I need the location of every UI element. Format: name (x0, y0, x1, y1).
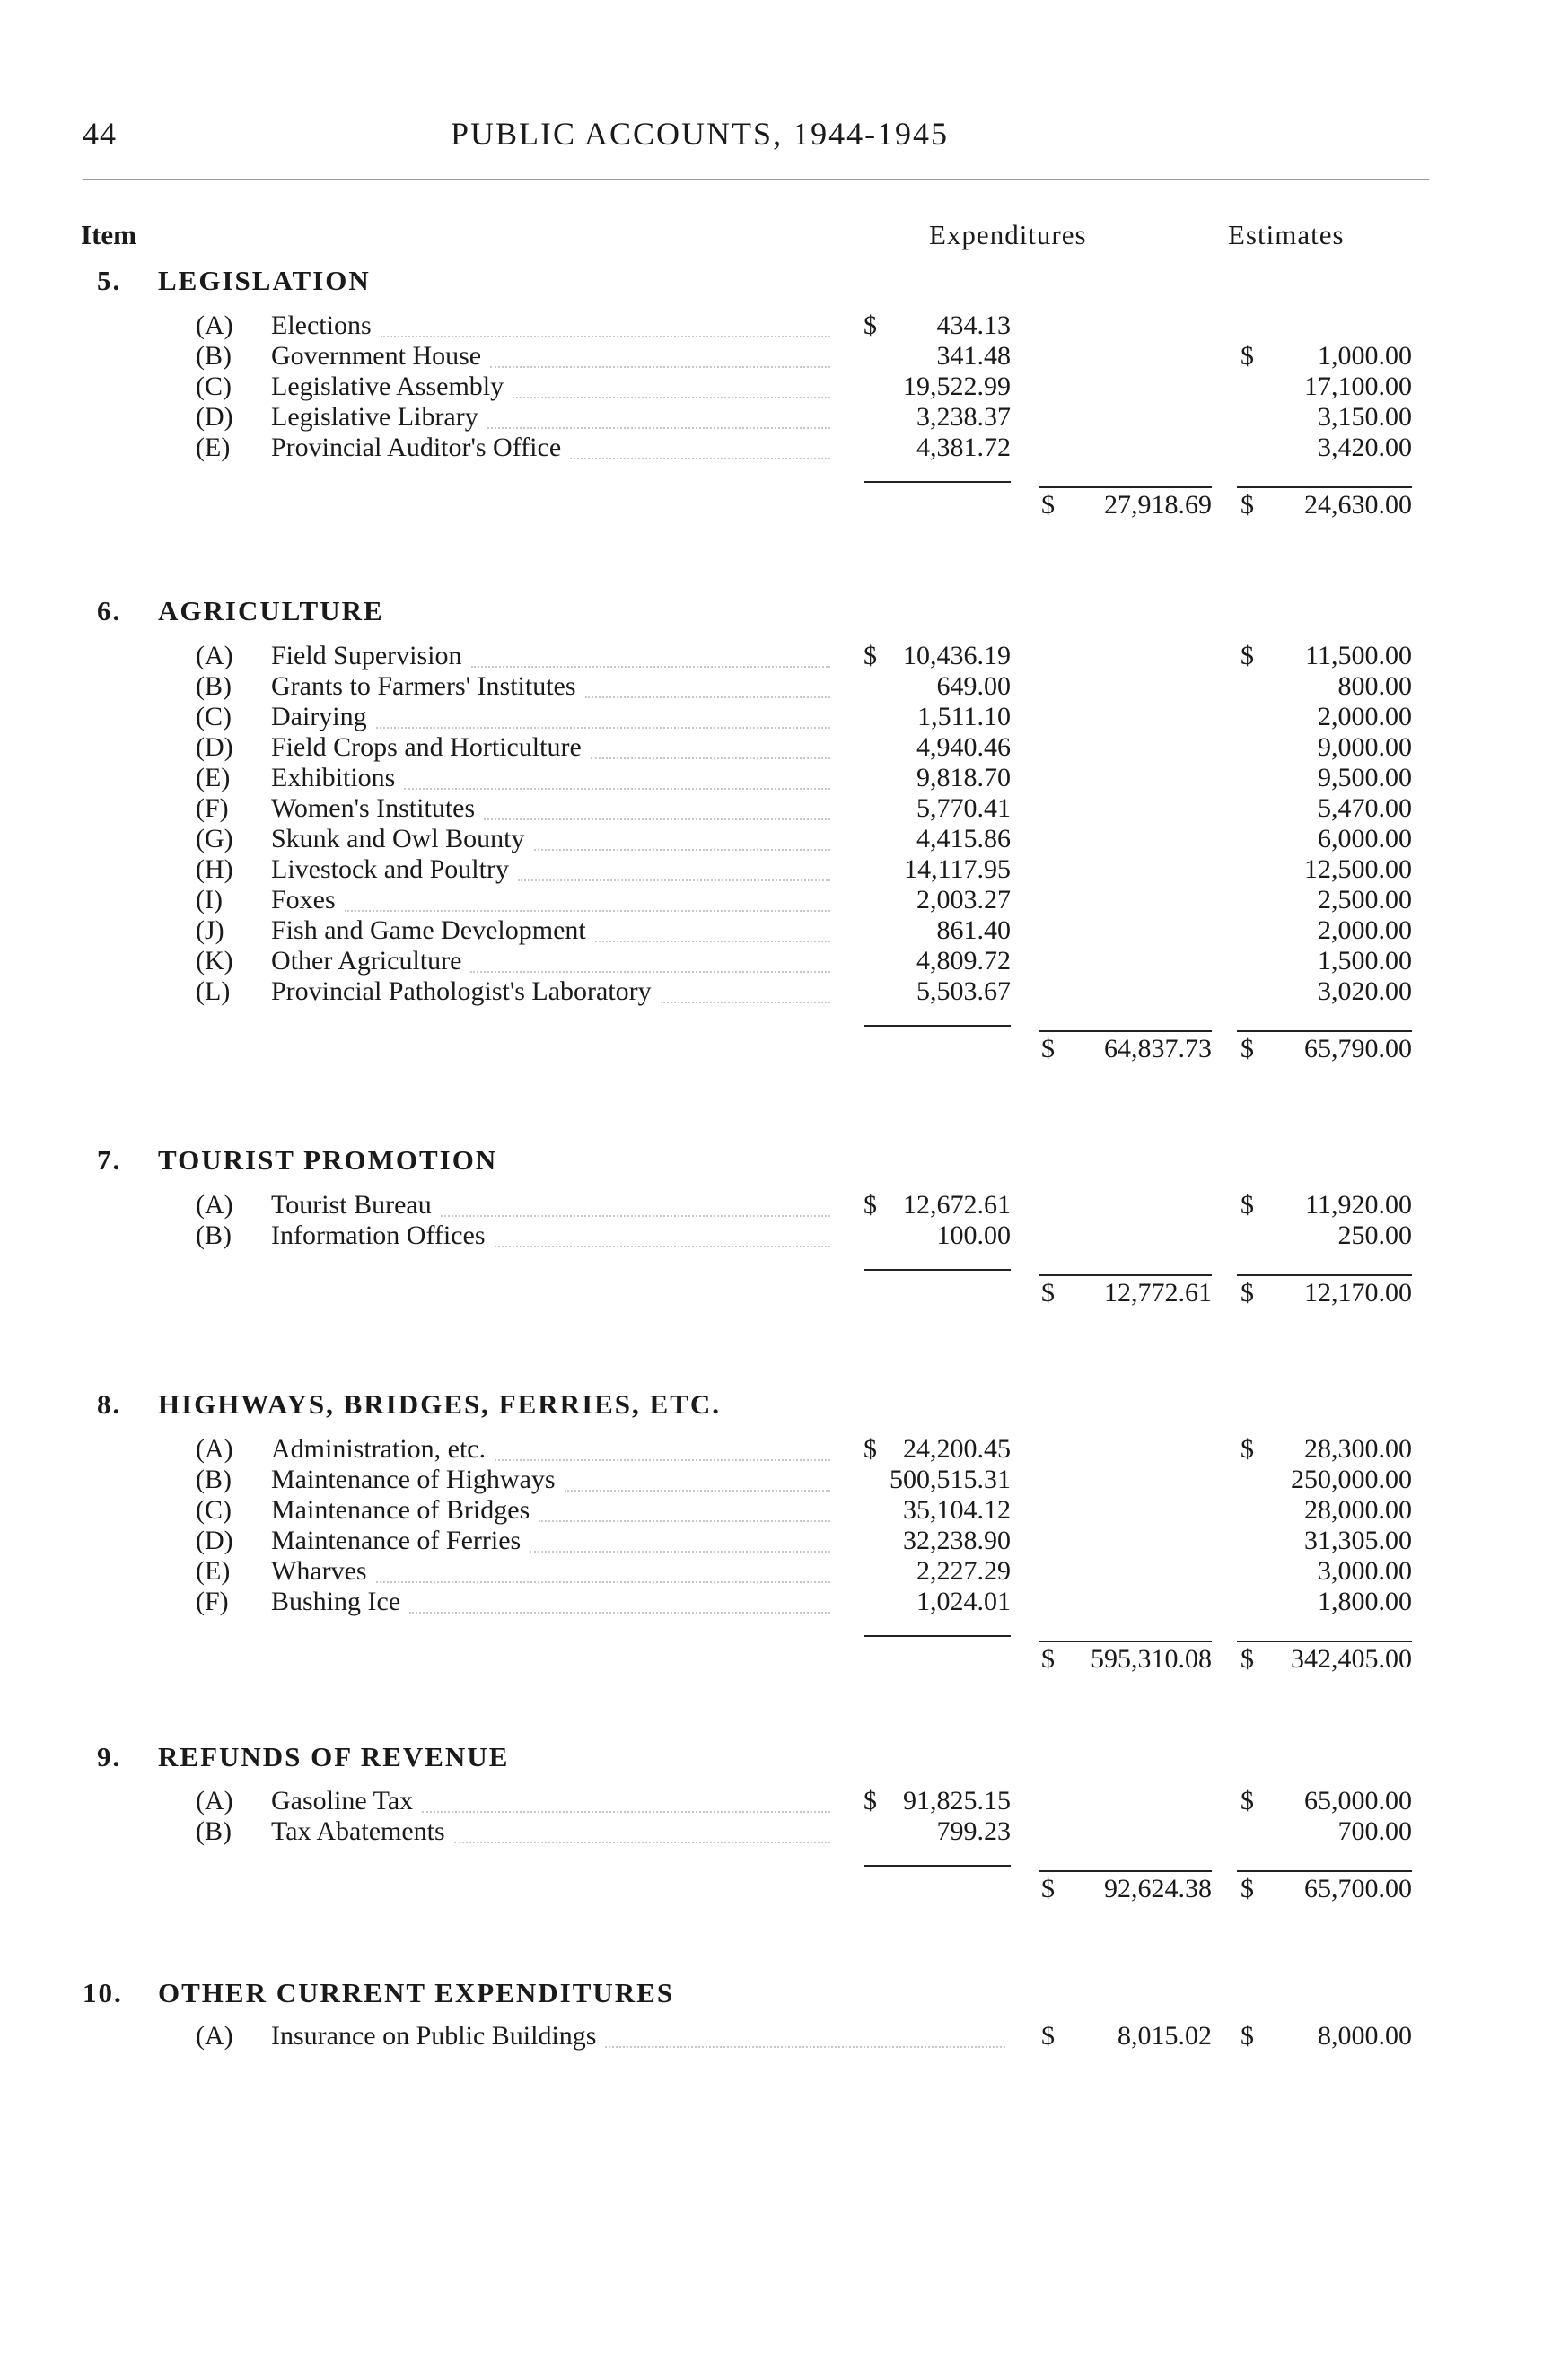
item-letter: (D) (196, 1526, 233, 1555)
item-letter: (F) (196, 793, 229, 823)
dollar-sign: $ (1041, 1034, 1055, 1063)
item-letter: (D) (196, 732, 233, 762)
item-label: Legislative Assembly (271, 372, 504, 401)
item-letter: (D) (196, 402, 233, 432)
estimate-amount: 3,000.00 (1318, 1556, 1412, 1586)
item-letter: (A) (196, 1434, 233, 1464)
total-rule-expenditures (1039, 1870, 1212, 1872)
dot-leader (490, 366, 830, 368)
expenditure-amount: 35,104.12 (903, 1495, 1011, 1525)
item-label: Women's Institutes (271, 793, 476, 823)
section-title: HIGHWAYS, BRIDGES, FERRIES, ETC. (158, 1388, 722, 1420)
expenditure-amount: 861.40 (936, 915, 1011, 945)
estimate-amount: 31,305.00 (1304, 1526, 1412, 1555)
section-number: 9. (97, 1741, 122, 1772)
item-label: Provincial Auditor's Office (271, 433, 562, 462)
item-label: Insurance on Public Buildings (271, 2021, 597, 2051)
dot-leader (471, 666, 830, 668)
dot-leader (585, 696, 830, 698)
dot-leader (495, 1459, 830, 1461)
expenditure-amount: 24,200.45 (903, 1434, 1011, 1464)
column-header-estimates: Estimates (1228, 219, 1345, 250)
dot-leader (441, 1215, 830, 1217)
dollar-sign: $ (864, 1434, 877, 1464)
item-letter: (B) (196, 1816, 232, 1846)
expenditure-amount: 12,672.61 (903, 1190, 1011, 1220)
item-label: Other Agriculture (271, 946, 462, 976)
header-rule (83, 179, 1429, 180)
estimate-amount: 250.00 (1337, 1221, 1412, 1250)
section-title: TOURIST PROMOTION (158, 1144, 498, 1176)
item-label: Grants to Farmers' Institutes (271, 671, 576, 701)
dot-leader (470, 971, 830, 973)
subtotal-rule (864, 1635, 1011, 1637)
total-rule-estimates (1237, 1274, 1412, 1276)
item-label: Maintenance of Bridges (271, 1495, 530, 1525)
item-letter: (L) (196, 976, 231, 1006)
expenditure-amount: 1,024.01 (916, 1587, 1011, 1616)
estimate-amount: 65,000.00 (1304, 1786, 1412, 1816)
column-header-item: Item (81, 219, 136, 250)
item-label: Provincial Pathologist's Laboratory (271, 976, 652, 1006)
expenditure-amount: 32,238.90 (903, 1526, 1011, 1555)
item-letter: (B) (196, 341, 232, 371)
dollar-sign: $ (1241, 1190, 1254, 1220)
item-letter: (C) (196, 702, 232, 731)
estimate-amount: 1,000.00 (1318, 341, 1412, 371)
total-rule-expenditures (1039, 1030, 1212, 1032)
estimate-amount: 28,000.00 (1304, 1495, 1412, 1525)
dot-leader (570, 458, 830, 459)
estimate-amount: 5,470.00 (1318, 793, 1412, 823)
expenditure-amount: 5,503.67 (916, 976, 1011, 1006)
dollar-sign: $ (1241, 1034, 1254, 1063)
estimate-amount: 11,920.00 (1305, 1190, 1412, 1220)
item-label: Gasoline Tax (271, 1786, 414, 1816)
dollar-sign: $ (1241, 641, 1254, 670)
item-letter: (A) (196, 1190, 233, 1220)
estimate-amount: 3,150.00 (1318, 402, 1412, 432)
item-letter: (A) (196, 1786, 233, 1816)
dot-leader (404, 788, 830, 790)
section-title: REFUNDS OF REVENUE (158, 1741, 510, 1772)
item-letter: (E) (196, 763, 231, 792)
estimate-amount: 3,020.00 (1318, 976, 1412, 1006)
section-number: 8. (97, 1388, 122, 1420)
estimate-amount: 800.00 (1337, 671, 1412, 701)
item-letter: (H) (196, 854, 233, 884)
dollar-sign: $ (1241, 341, 1254, 371)
estimate-amount: 17,100.00 (1304, 372, 1412, 401)
estimate-amount: 6,000.00 (1318, 824, 1412, 853)
estimate-amount: 11,500.00 (1305, 641, 1412, 670)
dot-leader (345, 910, 830, 912)
expenditure-amount: 1,511.10 (917, 702, 1011, 731)
section-number: 7. (97, 1144, 122, 1176)
expenditure-amount: 91,825.15 (903, 1786, 1011, 1816)
total-estimates: 24,630.00 (1304, 490, 1412, 520)
dot-leader (454, 1842, 830, 1843)
dot-leader (591, 757, 830, 759)
subtotal-rule (864, 1269, 1011, 1271)
dollar-sign: $ (864, 1190, 877, 1220)
estimate-amount: 2,500.00 (1318, 885, 1412, 914)
total-rule-expenditures (1039, 486, 1212, 488)
section-title: AGRICULTURE (158, 595, 384, 626)
dot-leader (530, 1551, 830, 1553)
item-label: Administration, etc. (271, 1434, 487, 1464)
dot-leader (518, 879, 830, 881)
page-header (83, 115, 950, 153)
expenditure-amount: 434.13 (936, 311, 1011, 340)
section-number: 6. (97, 595, 122, 626)
dollar-sign: $ (1241, 1434, 1254, 1464)
column-header-expenditures: Expenditures (929, 219, 1087, 250)
estimate-amount: 250,000.00 (1291, 1465, 1412, 1494)
expenditure-amount: 10,436.19 (903, 641, 1011, 670)
item-letter: (E) (196, 433, 231, 462)
dollar-sign: $ (1041, 1278, 1055, 1308)
dot-leader (422, 1811, 830, 1813)
expenditure-amount: 19,522.99 (903, 372, 1011, 401)
item-label: Exhibitions (271, 763, 396, 792)
item-letter: (E) (196, 1556, 231, 1586)
total-estimates: 65,790.00 (1304, 1034, 1412, 1063)
estimate-amount: 12,500.00 (1304, 854, 1412, 884)
item-label: Tourist Bureau (271, 1190, 432, 1220)
dollar-sign: $ (864, 1786, 877, 1816)
expenditure-amount: 4,809.72 (916, 946, 1011, 976)
dot-leader (513, 397, 830, 398)
expenditure-amount: 2,227.29 (916, 1556, 1011, 1586)
item-letter: (A) (196, 641, 233, 670)
item-label: Livestock and Poultry (271, 854, 509, 884)
dollar-sign: $ (864, 641, 877, 670)
dot-leader (484, 818, 830, 820)
estimate-amount: 1,500.00 (1318, 946, 1412, 976)
item-letter: (B) (196, 671, 232, 701)
item-label: Wharves (271, 1556, 367, 1586)
expenditure-amount: 649.00 (936, 671, 1011, 701)
item-label: Elections (271, 311, 372, 340)
item-letter: (I) (196, 885, 223, 914)
dot-leader (381, 336, 830, 337)
estimate-amount: 8,000.00 (1318, 2021, 1412, 2051)
item-label: Field Supervision (271, 641, 462, 670)
total-expenditures: 12,772.61 (1104, 1278, 1212, 1308)
total-expenditures: 64,837.73 (1104, 1034, 1212, 1063)
subtotal-rule (864, 1025, 1011, 1027)
item-letter: (K) (196, 946, 233, 976)
expenditure-amount: 14,117.95 (904, 854, 1011, 884)
item-label: Bushing Ice (271, 1587, 401, 1616)
total-rule-estimates (1237, 486, 1412, 488)
item-label: Government House (271, 341, 482, 371)
item-label: Skunk and Owl Bounty (271, 824, 525, 853)
item-label: Foxes (271, 885, 336, 914)
expenditure-amount: 9,818.70 (916, 763, 1011, 792)
dollar-sign: $ (1041, 1874, 1055, 1903)
section-title: OTHER CURRENT EXPENDITURES (158, 1977, 675, 2008)
item-letter: (F) (196, 1587, 229, 1616)
dollar-sign: $ (1241, 490, 1254, 520)
subtotal-rule (864, 481, 1011, 483)
dot-leader (565, 1490, 830, 1492)
dollar-sign: $ (1041, 490, 1055, 520)
item-letter: (J) (196, 915, 224, 945)
expenditure-amount: 4,415.86 (916, 824, 1011, 853)
item-letter: (B) (196, 1465, 232, 1494)
estimate-amount: 9,500.00 (1318, 763, 1412, 792)
expenditure-amount: 2,003.27 (916, 885, 1011, 914)
item-letter: (B) (196, 1221, 232, 1250)
page-number: 44 (83, 116, 117, 152)
estimate-amount: 9,000.00 (1318, 732, 1412, 762)
expenditure-amount: 8,015.02 (1118, 2021, 1212, 2051)
estimate-amount: 700.00 (1337, 1816, 1412, 1846)
total-estimates: 342,405.00 (1291, 1644, 1412, 1674)
item-label: Maintenance of Ferries (271, 1526, 522, 1555)
dot-leader (409, 1612, 830, 1614)
dot-leader (605, 2046, 1005, 2048)
item-label: Dairying (271, 702, 367, 731)
expenditure-amount: 799.23 (936, 1816, 1011, 1846)
dollar-sign: $ (1241, 1278, 1254, 1308)
expenditure-amount: 100.00 (936, 1221, 1011, 1250)
item-label: Legislative Library (271, 402, 478, 432)
total-rule-estimates (1237, 1641, 1412, 1642)
total-expenditures: 595,310.08 (1091, 1644, 1212, 1674)
dot-leader (661, 1002, 830, 1003)
dollar-sign: $ (1241, 1644, 1254, 1674)
expenditure-amount: 341.48 (936, 341, 1011, 371)
dollar-sign: $ (1241, 1786, 1254, 1816)
dot-leader (487, 427, 830, 429)
expenditure-amount: 3,238.37 (916, 402, 1011, 432)
expenditure-amount: 5,770.41 (916, 793, 1011, 823)
total-rule-expenditures (1039, 1641, 1212, 1642)
estimate-amount: 1,800.00 (1318, 1587, 1412, 1616)
page-title: PUBLIC ACCOUNTS, 1944-1945 (451, 116, 950, 152)
dot-leader (495, 1246, 830, 1247)
total-rule-estimates (1237, 1030, 1412, 1032)
item-label: Fish and Game Development (271, 915, 586, 945)
item-label: Maintenance of Highways (271, 1465, 556, 1494)
expenditure-amount: 500,515.31 (890, 1465, 1011, 1494)
item-letter: (A) (196, 2021, 233, 2051)
total-rule-expenditures (1039, 1274, 1212, 1276)
item-letter: (G) (196, 824, 233, 853)
estimate-amount: 28,300.00 (1304, 1434, 1412, 1464)
dot-leader (376, 1581, 830, 1583)
section-title: LEGISLATION (158, 265, 371, 296)
estimate-amount: 3,420.00 (1318, 433, 1412, 462)
section-number: 10. (83, 1977, 123, 2008)
item-letter: (C) (196, 1495, 232, 1525)
dot-leader (539, 1520, 830, 1522)
dollar-sign: $ (1241, 2021, 1254, 2051)
total-estimates: 65,700.00 (1304, 1874, 1412, 1903)
total-expenditures: 92,624.38 (1104, 1874, 1212, 1903)
expenditure-amount: 4,940.46 (916, 732, 1011, 762)
section-number: 5. (97, 265, 122, 296)
dollar-sign: $ (1241, 1874, 1254, 1903)
item-letter: (C) (196, 372, 232, 401)
dot-leader (595, 941, 830, 942)
expenditure-amount: 4,381.72 (916, 433, 1011, 462)
item-label: Field Crops and Horticulture (271, 732, 582, 762)
dollar-sign: $ (864, 311, 877, 340)
dollar-sign: $ (1041, 1644, 1055, 1674)
total-expenditures: 27,918.69 (1104, 490, 1212, 520)
item-letter: (A) (196, 311, 233, 340)
estimate-amount: 2,000.00 (1318, 915, 1412, 945)
item-label: Tax Abatements (271, 1816, 445, 1846)
total-rule-estimates (1237, 1870, 1412, 1872)
total-estimates: 12,170.00 (1304, 1278, 1412, 1308)
subtotal-rule (864, 1865, 1011, 1867)
item-label: Information Offices (271, 1221, 486, 1250)
dot-leader (534, 849, 830, 851)
dot-leader (376, 727, 830, 729)
estimate-amount: 2,000.00 (1318, 702, 1412, 731)
dollar-sign: $ (1041, 2021, 1055, 2051)
